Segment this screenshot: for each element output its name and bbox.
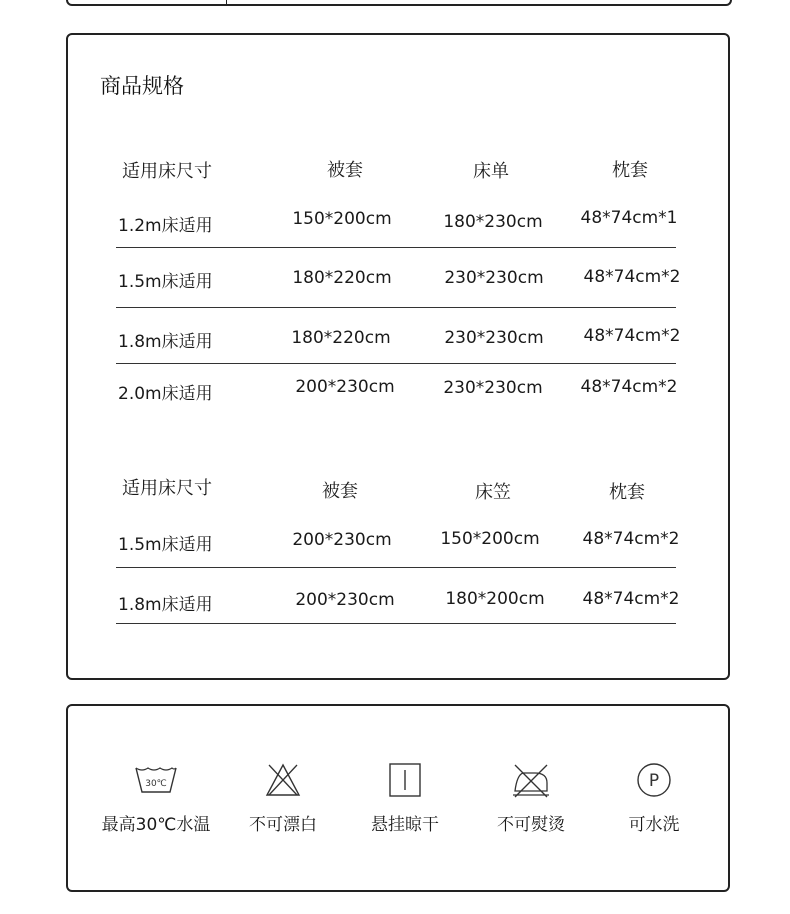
t2-header-duvet: 被套 <box>322 481 358 502</box>
t1-r2-size: 1.5m床适用 <box>118 272 213 292</box>
dry-clean-symbol: P <box>648 771 660 791</box>
t2-header-fitted-sheet: 床笠 <box>475 482 511 503</box>
t1-rule-1 <box>116 247 676 248</box>
dry-clean-p-icon <box>594 760 714 800</box>
t1-r3-size: 1.8m床适用 <box>118 332 213 352</box>
t1-r2-sheet: 230*230cm <box>444 268 544 288</box>
t1-rule-3 <box>116 363 676 364</box>
t2-header-pillowcase: 枕套 <box>609 482 645 503</box>
t1-header-duvet: 被套 <box>327 160 363 181</box>
t1-r3-duvet: 180*220cm <box>291 328 391 348</box>
t1-r1-pillowcase: 48*74cm*1 <box>580 208 678 228</box>
spec-title: 商品规格 <box>100 74 184 98</box>
care-label-no-iron: 不可熨烫 <box>497 815 565 835</box>
care-label-washable: 可水洗 <box>628 815 680 835</box>
care-item-hang-dry <box>345 760 465 835</box>
previous-section-bottom <box>66 0 732 6</box>
t1-r1-size: 1.2m床适用 <box>118 216 213 236</box>
wash-temp-text: 30℃ <box>145 779 167 789</box>
t2-rule-2 <box>116 623 676 624</box>
t2-rule-1 <box>116 567 676 568</box>
t2-r2-size: 1.8m床适用 <box>118 595 213 615</box>
t2-r2-fitted-sheet: 180*200cm <box>445 589 545 609</box>
t2-r2-duvet: 200*230cm <box>295 590 395 610</box>
t2-r1-fitted-sheet: 150*200cm <box>440 529 540 549</box>
spec-panel <box>66 33 730 680</box>
t1-r4-pillowcase: 48*74cm*2 <box>580 377 678 397</box>
previous-section-divider <box>226 0 227 5</box>
t1-header-size: 适用床尺寸 <box>122 161 212 182</box>
t1-r4-sheet: 230*230cm <box>443 378 543 398</box>
t1-r3-sheet: 230*230cm <box>444 328 544 348</box>
care-item-no-bleach <box>223 760 343 835</box>
t2-header-size: 适用床尺寸 <box>122 478 212 499</box>
t1-r1-sheet: 180*230cm <box>443 212 543 232</box>
t1-r4-duvet: 200*230cm <box>295 377 395 397</box>
t1-r2-pillowcase: 48*74cm*2 <box>583 267 681 287</box>
hang-dry-icon <box>345 760 465 800</box>
t1-r2-duvet: 180*220cm <box>292 268 392 288</box>
care-item-washable <box>594 760 714 835</box>
t1-r1-duvet: 150*200cm <box>292 209 392 229</box>
care-label-hang-dry: 悬挂晾干 <box>371 815 439 835</box>
t2-r1-pillowcase: 48*74cm*2 <box>582 529 680 549</box>
no-bleach-icon <box>223 760 343 800</box>
t2-r1-duvet: 200*230cm <box>292 530 392 550</box>
t2-r2-pillowcase: 48*74cm*2 <box>582 589 680 609</box>
t1-r4-size: 2.0m床适用 <box>118 384 213 404</box>
care-label-wash: 最高30℃水温 <box>101 815 211 835</box>
wash-30-icon <box>96 760 216 800</box>
t1-rule-2 <box>116 307 676 308</box>
t2-r1-size: 1.5m床适用 <box>118 535 213 555</box>
t1-header-pillowcase: 枕套 <box>612 160 648 181</box>
no-iron-icon <box>471 760 591 800</box>
t1-r3-pillowcase: 48*74cm*2 <box>583 326 681 346</box>
care-item-wash <box>96 760 216 835</box>
care-item-no-iron <box>471 760 591 835</box>
t1-header-sheet: 床单 <box>473 161 509 182</box>
care-label-no-bleach: 不可漂白 <box>249 815 317 835</box>
